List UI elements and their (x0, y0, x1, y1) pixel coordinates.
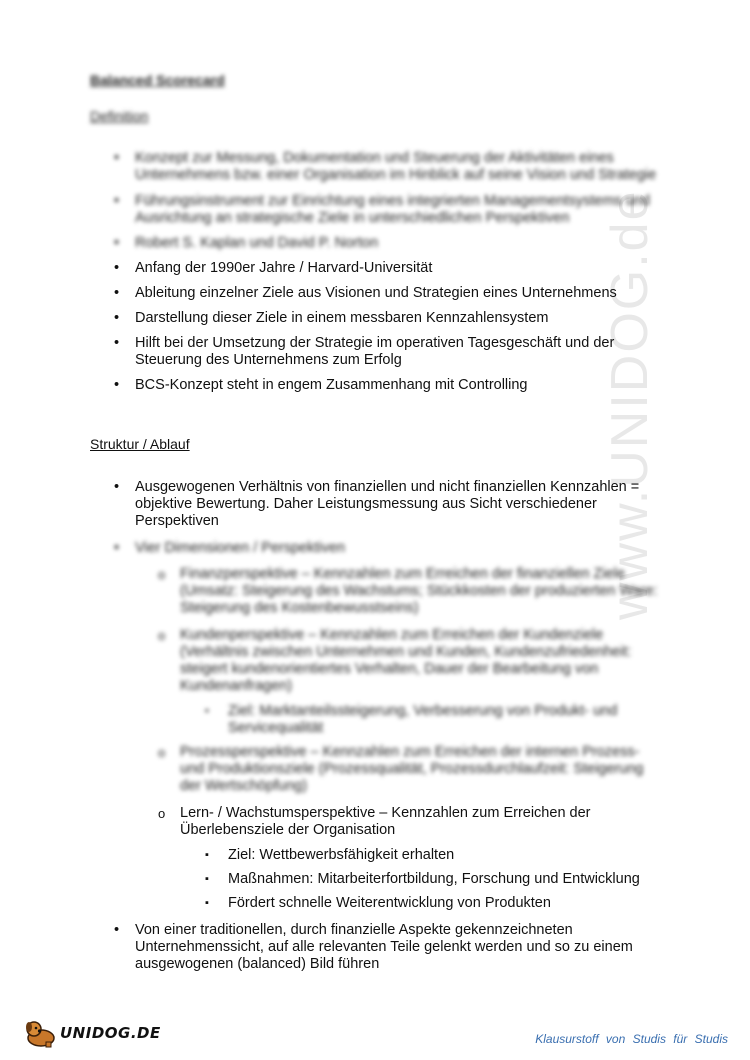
perspective-list-lern (158, 805, 658, 848)
list-item: o Finanzperspektive – Kennzahlen zum Erreichen der finanziellen Ziele (Umsatz: Steigerung des Wachstums; Stückkosten der produzierten Ware: Steigerung des Kostenbewusstseins) (158, 566, 658, 617)
structure-list-final (90, 922, 670, 981)
structure-list (90, 479, 670, 538)
unidog-logo (24, 1018, 161, 1048)
perspective-list-prozess (158, 744, 658, 804)
document-title: Balanced Scorecard (90, 72, 225, 88)
list-item: • Konzept zur Messung, Dokumentation und Steuerung der Aktivitäten eines Unternehmens bzw. einer Organisation im Hinblick auf seine Vision und Strategie (90, 150, 670, 184)
list-item: o Prozessperspektive – Kennzahlen zum Erreichen der internen Prozess- und Produktionsziele (Prozessqualität, Prozessdurchlaufzeit: Steigerung der Wertschöpfung) (158, 744, 658, 795)
dog-icon (24, 1018, 58, 1048)
list-item: • Ausgewogenen Verhältnis von finanziellen und nicht finanziellen Kennzahlen = objektive Bewertung. Daher Leistungsmessung aus Sicht verschiedener Perspektiven (90, 479, 670, 530)
list-item: ▪ Fördert schnelle Weiterentwicklung von Produkten (205, 895, 665, 912)
list-item: • Darstellung dieser Ziele in einem messbaren Kennzahlensystem (90, 310, 670, 327)
list-item: • Führungsinstrument zur Einrichtung eines integrierten Managementsystems und Ausrichtung an strategische Ziele in unterschiedlichen Perspektiven (90, 193, 670, 227)
watermark: www.UNIDOG.de (601, 189, 659, 620)
structure-list-dimensions (90, 540, 670, 565)
definition-list (90, 150, 670, 402)
list-item: • Anfang der 1990er Jahre / Harvard-Universität (90, 260, 670, 277)
lern-sub-list (205, 847, 665, 919)
list-item: ▪ Maßnahmen: Mitarbeiterfortbildung, Forschung und Entwicklung (205, 871, 665, 888)
list-item: o Lern- / Wachstumsperspektive – Kennzahlen zum Erreichen der Überlebensziele der Organisation (158, 805, 658, 839)
list-item: • Robert S. Kaplan und David P. Norton (90, 235, 670, 252)
list-item: • Hilft bei der Umsetzung der Strategie im operativen Tagesgeschäft und der Steuerung des Unternehmens zum Erfolg (90, 335, 670, 369)
perspective-list-finanz (158, 566, 658, 626)
list-item: o Kundenperspektive – Kennzahlen zum Erreichen der Kundenziele (Verhältnis zwischen Unternehmen und Kunden, Kundenzufriedenheit: steigert kundenorientiertes Verhalten, Dauer der Bearbeitung von Kundenanfragen) (158, 627, 658, 695)
list-item: • Vier Dimensionen / Perspektiven (90, 540, 670, 557)
kunden-sub-list (205, 703, 665, 744)
perspective-list-kunden (158, 627, 658, 704)
list-item: ▪ Ziel: Wettbewerbsfähigkeit erhalten (205, 847, 665, 864)
list-item: ▪ Ziel: Marktanteilssteigerung, Verbesserung von Produkt- und Servicequalität (205, 703, 665, 737)
list-item: • Von einer traditionellen, durch finanzielle Aspekte gekennzeichneten Unternehmenssicht, auf alle relevanten Teile gelenkt werden und so zu einem ausgewogenen (balanced) Bild führen (90, 922, 670, 973)
list-item: • Ableitung einzelner Ziele aus Visionen und Strategien eines Unternehmens (90, 285, 670, 302)
structure-heading: Struktur / Ablauf (90, 436, 190, 452)
logo-text: UNIDOG.DE (60, 1024, 161, 1042)
definition-heading: Definition (90, 108, 149, 124)
list-item: • BCS-Konzept steht in engem Zusammenhang mit Controlling (90, 377, 670, 394)
footer-tagline: Klausurstoff von Studis für Studis (535, 1032, 728, 1046)
